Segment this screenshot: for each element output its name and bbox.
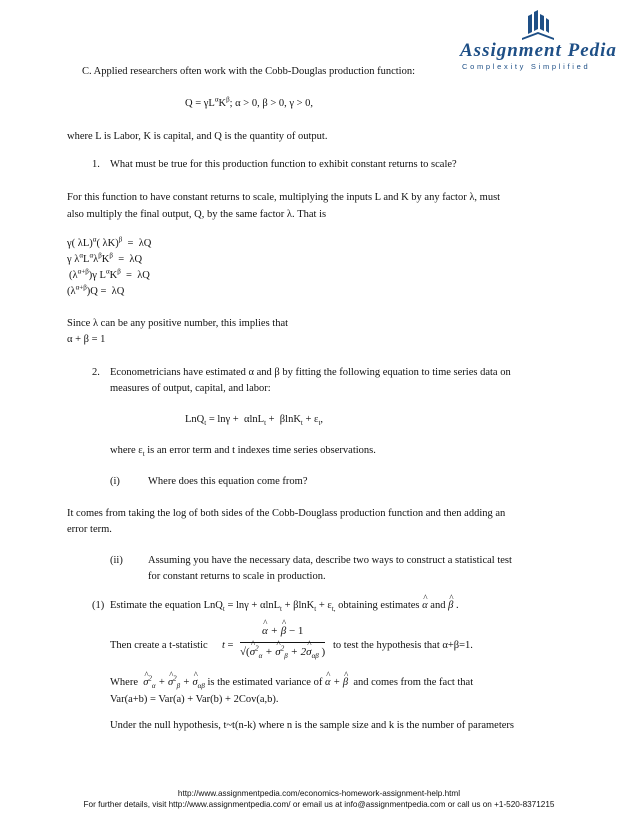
qii-line2: for constant returns to scale in production. <box>148 571 326 582</box>
footer-url[interactable]: http://www.assignmentpedia.com/economics-homework-assignment-help.html <box>177 789 461 798</box>
null-line: Under the null hypothesis, t~t(n-k) where n is the sample size and k is the number of parameters <box>110 720 514 731</box>
t-symbol: t = <box>222 640 234 651</box>
derivation-line-2: γ $\lambda^\alpha L^\alpha\lambda^\beta K^\beta = \lambda Q$ <box>67 251 143 265</box>
book-logo-icon <box>518 10 558 42</box>
step1-text: Estimate the equation $LnQ_t = \ln\gamma + \alpha\ln L_t + \beta\ln K_t + \varepsilon_{t,}$ obtaining estimates ^ α and ^ β . <box>110 600 459 612</box>
derivation-line-1: γ( λL)$^\alpha$( λK)$^\beta$ = λQ <box>67 235 152 249</box>
q1-number: 1. <box>92 159 100 170</box>
where-line: where L is Labor, K is capital, and Q is the quantity of output. <box>67 131 328 142</box>
since-line-1: Since λ can be any positive number, this implies that <box>67 318 289 329</box>
tstat-pre: Then create a t-statistic <box>110 640 208 651</box>
qii-line1: Assuming you have the necessary data, describe two ways to construct a statistical test <box>148 555 512 566</box>
footer-contact[interactable]: For further details, visit http://www.assignmentpedia.com/ or email us at info@assignmentpedia.com or call us on +1-520-8371215 <box>83 800 555 809</box>
q2-line2: measures of output, capital, and labor: <box>110 383 271 394</box>
a1-line2: also multiply the final output, Q, by the same factor λ. That is <box>67 209 327 220</box>
c-intro: C. Applied researchers often work with the Cobb-Douglas production function: <box>82 66 416 77</box>
log-equation: $LnQ_t = \ln\gamma + \alpha\ln L_t + \beta\ln K_t + \varepsilon_t$, <box>185 414 324 428</box>
assignment-pedia-logo <box>452 10 628 72</box>
q1-text: What must be true for this production function to exhibit constant returns to scale? <box>110 159 457 170</box>
cobb-douglas-equation: $Q = \gamma L^\alpha K^\beta$; α > 0, β > 0, γ > 0, <box>185 95 314 109</box>
where2-line: Where ^ $\sigma^2_\alpha$ + ^ $\sigma^2_\beta$ + ^ $\sigma_{\alpha\beta}$ is the estimated variance of ^ α + ^ β and comes from the fact that <box>110 677 473 689</box>
ai-line2: error term. <box>67 524 112 535</box>
q2-number: 2. <box>92 367 100 378</box>
error-line: where $\varepsilon_t$ is an error term and t indexes time series observations. <box>110 445 376 459</box>
qii-label: (ii) <box>110 555 123 566</box>
derivation-line-4: $(\lambda^{\alpha+\beta})Q = \lambda Q$ <box>67 283 125 297</box>
logo-tagline: Complexity Simplified <box>462 62 591 71</box>
derivation-line-3: $(\lambda^{\alpha+\beta})\gamma$ $L^\alpha K^\beta = \lambda Q$ <box>69 267 150 281</box>
since-line-2: α + β = 1 <box>67 334 106 345</box>
tstat-denominator: √(^ $\sigma^2_\alpha$ + ^ $\sigma^2_\beta$ + 2^ $\sigma_{\alpha\beta}$ ) <box>240 646 325 659</box>
tstat-post: to test the hypothesis that α+β=1. <box>333 640 473 651</box>
qi-label: (i) <box>110 476 120 487</box>
q2-line1: Econometricians have estimated α and β by fitting the following equation to time series data on <box>110 367 511 378</box>
a1-line1: For this function to have constant returns to scale, multiplying the inputs L and K by any factor λ, must <box>67 192 501 203</box>
step1-number: (1) <box>92 600 105 611</box>
logo-title: Assignment Pedia <box>460 40 617 61</box>
tstat-numerator: ^ α + ^ β − 1 <box>262 625 303 638</box>
qi-text: Where does this equation come from? <box>148 476 308 487</box>
var-line: Var(a+b) = Var(a) + Var(b) + 2Cov(a,b). <box>110 694 279 705</box>
ai-line1: It comes from taking the log of both sides of the Cobb-Douglass production function and then adding an <box>67 508 506 519</box>
